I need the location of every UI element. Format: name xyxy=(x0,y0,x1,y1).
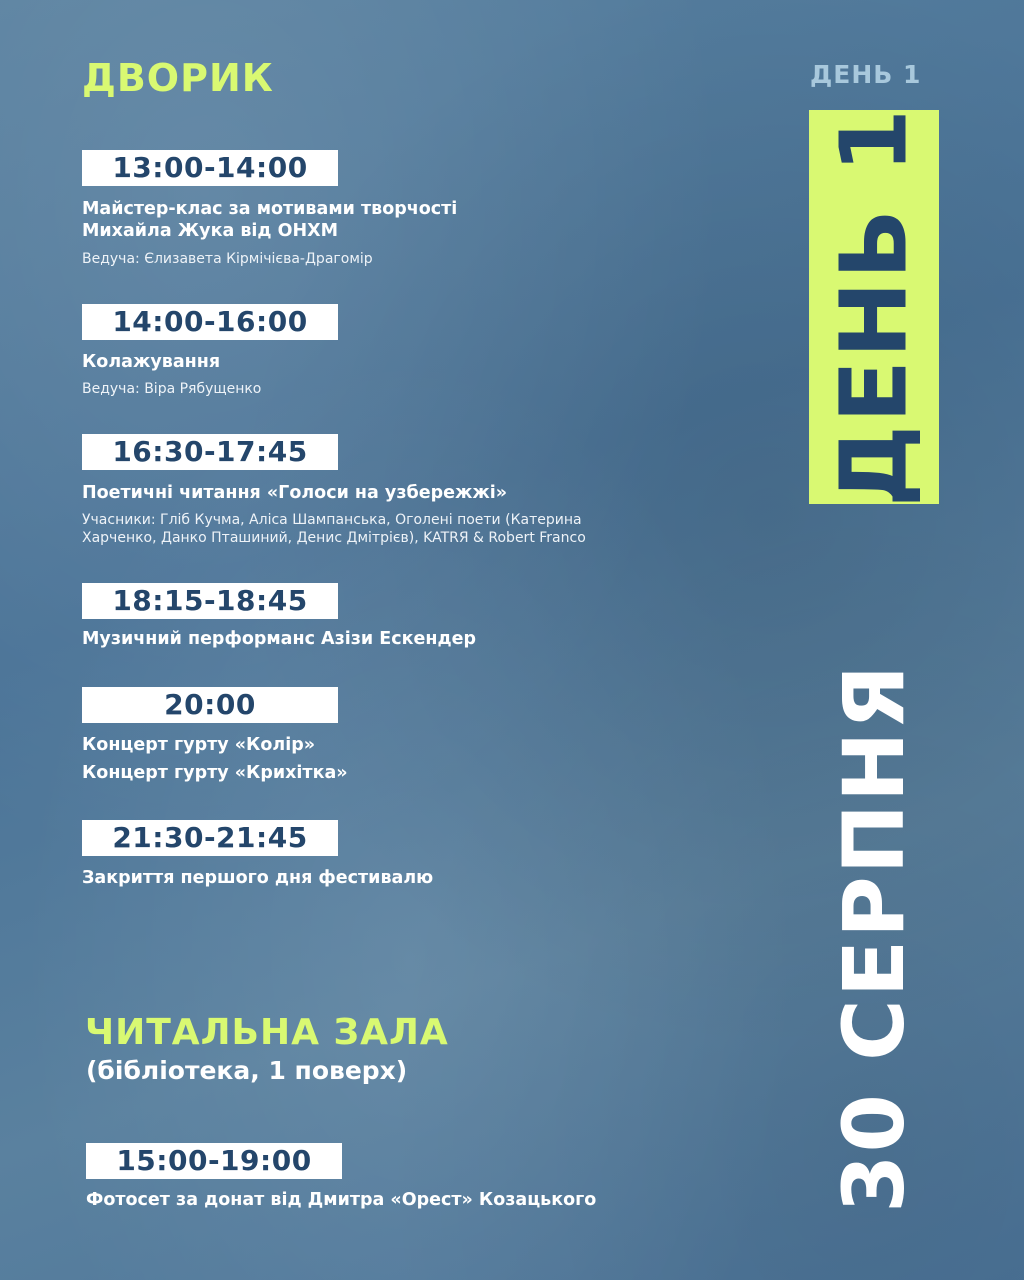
event-title: Майстер-клас за мотивами творчості xyxy=(82,199,458,219)
date-text: 30 СЕРПНЯ xyxy=(825,662,923,1214)
event-host: Ведуча: Віра Рябущенко xyxy=(82,381,262,397)
day-banner-text: ДЕНЬ 1 xyxy=(820,107,928,507)
event-title: Колажування xyxy=(82,352,221,372)
section-title-dvoryk: ДВОРИК xyxy=(82,56,274,100)
section-title-reading-hall: ЧИТАЛЬНА ЗАЛА xyxy=(85,1012,449,1053)
event-host: Учасники: Гліб Кучма, Аліса Шампанська, Оголені поети (Катерина xyxy=(82,512,582,528)
event-host: Харченко, Данко Пташиний, Денис Дмітрієв), KATRЯ & Robert Franco xyxy=(82,530,586,546)
event-time: 15:00-19:00 xyxy=(86,1143,342,1179)
event-time: 20:00 xyxy=(82,687,338,723)
event-time: 21:30-21:45 xyxy=(82,820,338,856)
day-label: ДЕНЬ 1 xyxy=(810,60,922,89)
event-title: Фотосет за донат від Дмитра «Орест» Козацького xyxy=(86,1190,597,1210)
event-title: Закриття першого дня фестивалю xyxy=(82,868,434,888)
event-time: 14:00-16:00 xyxy=(82,304,338,340)
event-host: Ведуча: Єлизавета Кірмічієва-Драгомір xyxy=(82,251,373,267)
event-title: Михайла Жука від ОНХМ xyxy=(82,221,339,241)
event-title: Музичний перформанс Азізи Ескендер xyxy=(82,629,476,649)
event-title: Концерт гурту «Колір» xyxy=(82,735,316,755)
event-title: Поетичні читання «Голоси на узбережжі» xyxy=(82,483,508,503)
event-title: Концерт гурту «Крихітка» xyxy=(82,763,348,783)
event-time: 16:30-17:45 xyxy=(82,434,338,470)
event-time: 13:00-14:00 xyxy=(82,150,338,186)
event-time: 18:15-18:45 xyxy=(82,583,338,619)
section-subtitle: (бібліотека, 1 поверх) xyxy=(86,1056,408,1085)
